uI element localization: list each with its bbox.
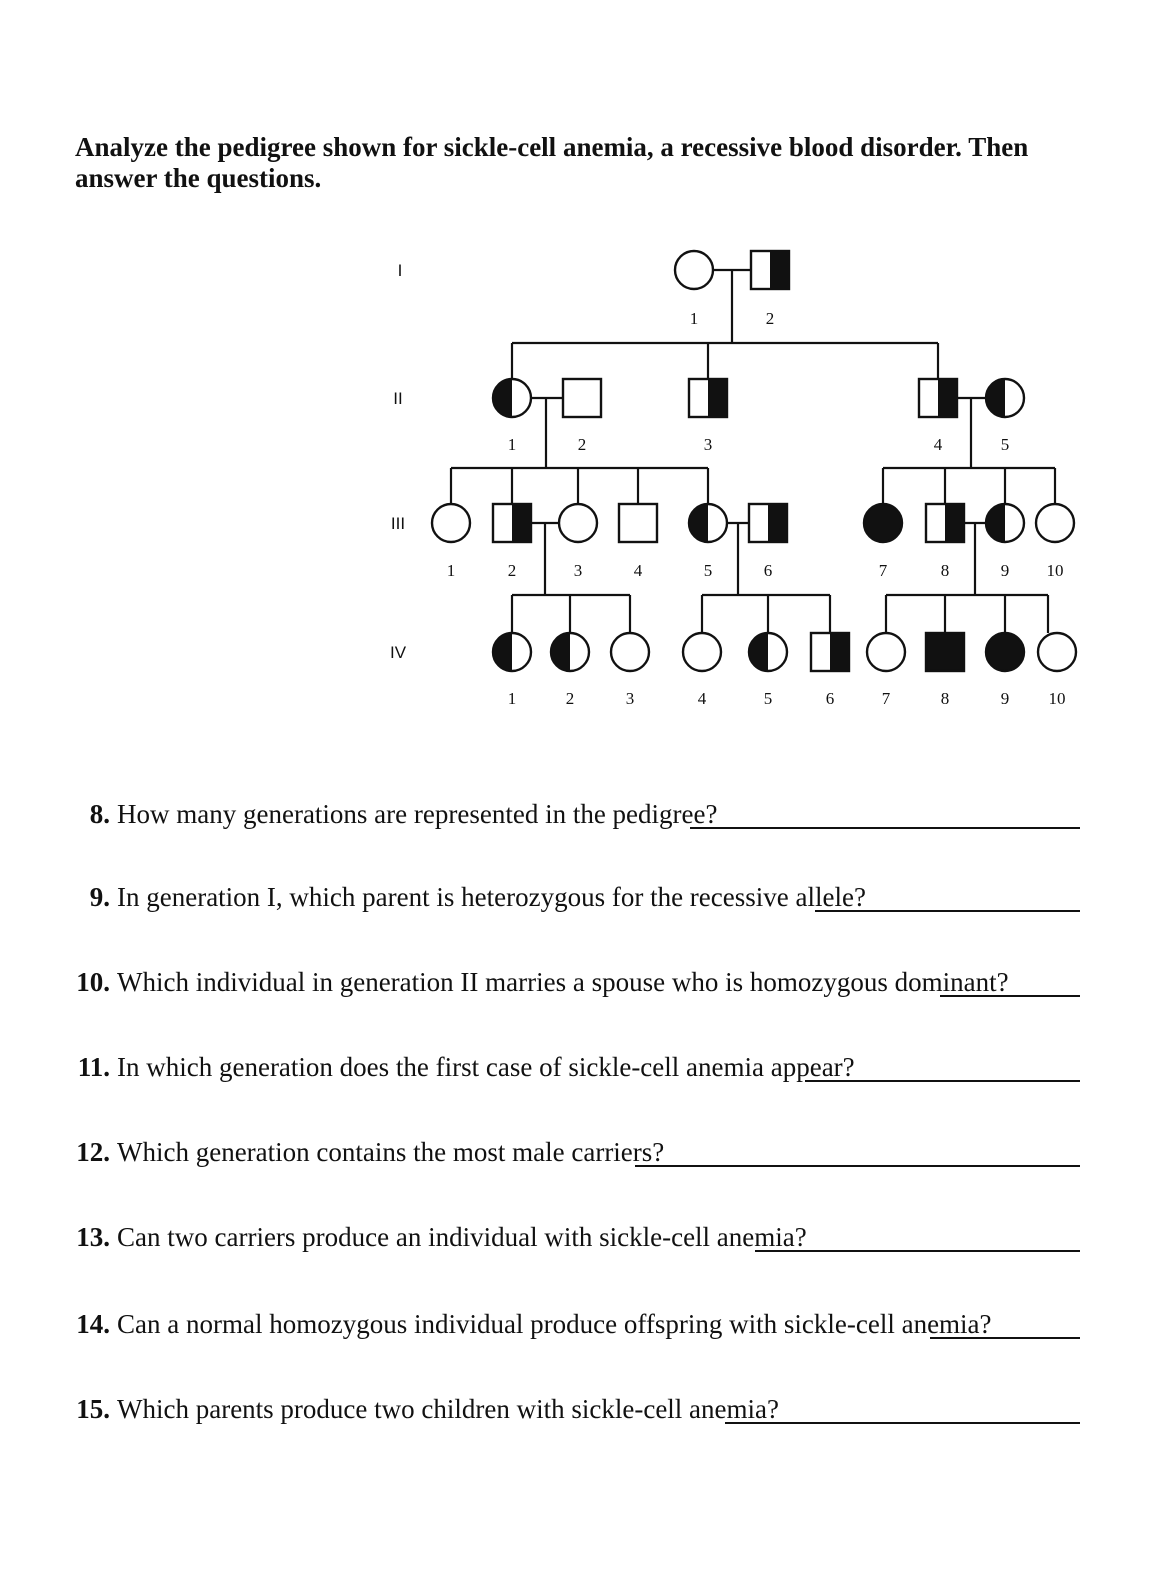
individual-II-2: [563, 379, 601, 417]
individual-IV-5: [749, 633, 787, 671]
individual-number: 2: [565, 689, 575, 708]
pedigree-chart: [0, 0, 1170, 760]
question-number: 12.: [76, 1137, 110, 1167]
question-text: Which parents produce two children with sickle-cell anemia?: [117, 1394, 779, 1424]
individual-number: 7: [878, 561, 888, 580]
individual-III-2: [493, 504, 531, 542]
individual-number: 8: [940, 561, 950, 580]
individual-III-3: [559, 504, 597, 542]
individual-IV-2: [551, 633, 589, 671]
individual-number: 3: [703, 435, 713, 454]
individual-number: 1: [507, 435, 517, 454]
individual-number: 2: [507, 561, 517, 580]
answer-blank[interactable]: [805, 1080, 1080, 1082]
individual-number: 8: [940, 689, 950, 708]
individual-II-1: [493, 379, 531, 417]
individual-I-2: [751, 251, 789, 289]
answer-blank[interactable]: [815, 910, 1080, 912]
question-row: [55, 795, 1080, 835]
answer-blank[interactable]: [940, 995, 1080, 997]
individual-III-1: [432, 504, 470, 542]
individual-number: 3: [573, 561, 583, 580]
individual-number: 5: [763, 689, 773, 708]
individual-number: 4: [697, 689, 707, 708]
individual-III-4: [619, 504, 657, 542]
individual-III-7: [864, 504, 902, 542]
individual-IV-10: [1038, 633, 1076, 671]
individual-number: 2: [577, 435, 587, 454]
individual-number: 3: [625, 689, 635, 708]
individual-II-3: [689, 379, 727, 417]
question-number: 14.: [76, 1309, 110, 1339]
individual-number: 10: [1048, 689, 1066, 708]
generation-label: III: [390, 514, 406, 533]
question-row: [55, 1305, 1080, 1345]
answer-blank[interactable]: [755, 1250, 1080, 1252]
individual-III-8: [926, 504, 964, 542]
question-number: 15.: [76, 1394, 110, 1424]
generation-label: IV: [389, 643, 407, 662]
individual-number: 7: [881, 689, 891, 708]
question-row: [55, 1390, 1080, 1430]
individual-II-5: [986, 379, 1024, 417]
answer-blank[interactable]: [725, 1422, 1080, 1424]
question-text: Which individual in generation II marries a spouse who is homozygous dominant?: [117, 967, 1009, 997]
individual-III-9: [986, 504, 1024, 542]
individual-number: 6: [825, 689, 835, 708]
individual-number: 1: [446, 561, 456, 580]
question-row: [55, 963, 1080, 1003]
answer-blank[interactable]: [635, 1165, 1080, 1167]
individual-number: 9: [1000, 689, 1010, 708]
individual-IV-3: [611, 633, 649, 671]
individual-III-10: [1036, 504, 1074, 542]
individual-number: 1: [507, 689, 517, 708]
question-text: Can two carriers produce an individual with sickle-cell anemia?: [117, 1222, 807, 1252]
individual-III-5: [689, 504, 727, 542]
instructions: Analyze the pedigree shown for sickle-cell anemia, a recessive blood disorder. Then answer the questions.: [75, 132, 1029, 193]
individual-II-4: [919, 379, 957, 417]
individual-number: 5: [703, 561, 713, 580]
question-text: Which generation contains the most male carriers?: [117, 1137, 665, 1167]
question-text: How many generations are represented in the pedigree?: [117, 799, 718, 829]
generation-label: II: [393, 389, 403, 408]
question-row: [55, 1133, 1080, 1173]
individual-IV-4: [683, 633, 721, 671]
individual-number: 10: [1046, 561, 1064, 580]
generation-label: I: [397, 261, 403, 280]
question-row: [55, 878, 1080, 918]
individual-number: 4: [933, 435, 943, 454]
individual-III-6: [749, 504, 787, 542]
individual-IV-1: [493, 633, 531, 671]
individual-number: 1: [689, 309, 699, 328]
individual-number: 2: [765, 309, 775, 328]
individual-IV-7: [867, 633, 905, 671]
question-row: [55, 1048, 1080, 1088]
question-number: 11.: [77, 1052, 110, 1082]
question-text: Can a normal homozygous individual produce offspring with sickle-cell anemia?: [117, 1309, 992, 1339]
question-number: 8.: [89, 799, 110, 829]
individual-I-1: [675, 251, 713, 289]
question-number: 9.: [89, 882, 110, 912]
individual-number: 5: [1000, 435, 1010, 454]
question-text: In which generation does the first case of sickle-cell anemia appear?: [117, 1052, 855, 1082]
question-number: 13.: [76, 1222, 110, 1252]
individual-IV-6: [811, 633, 849, 671]
answer-blank[interactable]: [930, 1337, 1080, 1339]
individual-number: 4: [633, 561, 643, 580]
individual-number: 6: [763, 561, 773, 580]
question-text: In generation I, which parent is heterozygous for the recessive allele?: [117, 882, 866, 912]
individual-IV-9: [986, 633, 1024, 671]
individual-number: 9: [1000, 561, 1010, 580]
question-number: 10.: [76, 967, 110, 997]
question-row: [55, 1218, 1080, 1258]
individual-IV-8: [926, 633, 964, 671]
answer-blank[interactable]: [690, 827, 1080, 829]
